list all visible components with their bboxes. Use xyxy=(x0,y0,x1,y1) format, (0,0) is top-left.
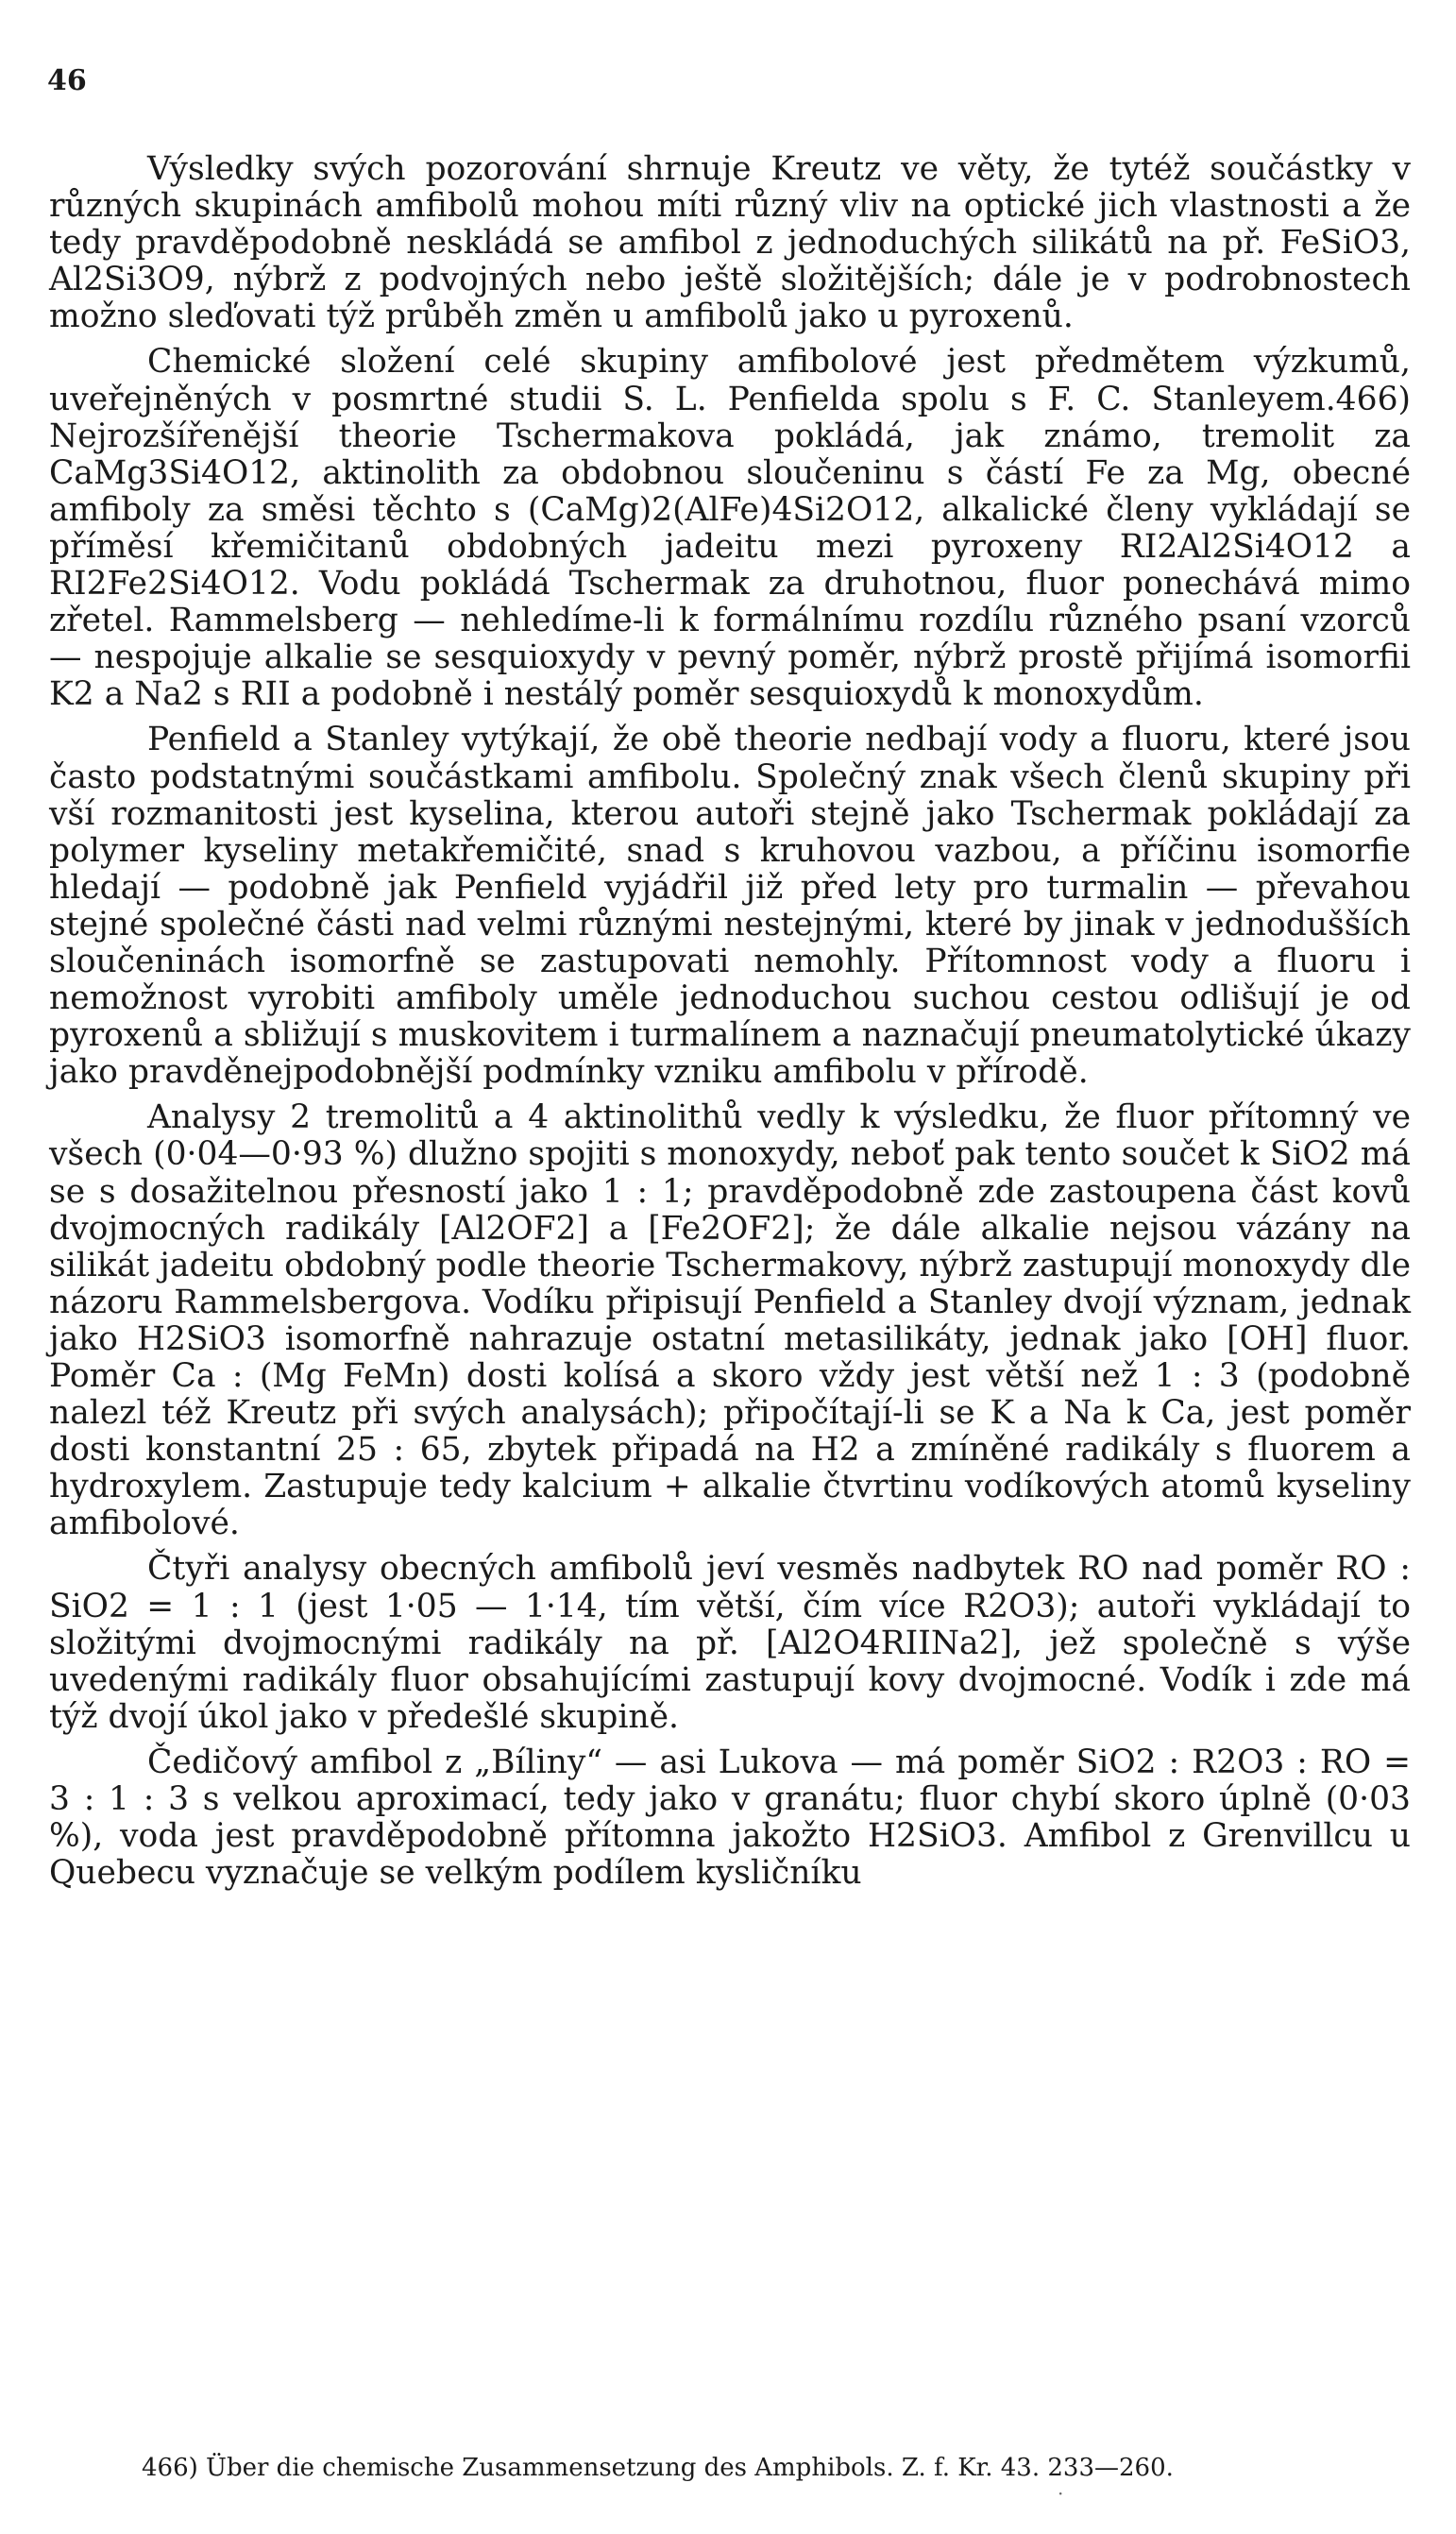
paragraph-3: Penfield a Stanley vytýkají, že obě theorie nedbají vody a fluoru, které jsou často podstatnými součástkami amfibolu. Společný znak všech členů skupiny při vší rozmanitosti jest kyselina, kterou autoři stejně jako Tschermak pokládají za polymer kyseliny metakřemičité, snad s kruhovou vazbou, a příčinu isomorfie hledají — podobně jak Penfield vyjádřil již před lety pro turmalin — převahou stejné společné části nad velmi různými nestejnými, které by jinak v jednodušších sloučeninách isomorfně se zastupovati nemohly. Přítomnost vody a fluoru i nemožnost vyrobiti amfiboly uměle jednoduchou suchou cestou odlišují je od pyroxenů a sbližují s muskovitem i turmalínem a naznačují pneumatolytické úkazy jako pravděnejpodobnější podmínky vzniku amfibolu v přírodě. xyxy=(49,721,1411,1092)
footnote-466: 466) Über die chemische Zusammensetzung des Amphibols. Z. f. Kr. 43. 233—260. xyxy=(142,2454,1174,2482)
scan-speck: · xyxy=(1058,2482,1064,2505)
paragraph-6: Čedičový amfibol z „Bíliny“ — asi Lukova — má poměr SiO2 : R2O3 : RO = 3 : 1 : 3 s velkou aproximací, tedy jako v granátu; fluor chybí skoro úplně (0·03 %), voda jest pravděpodobně přítomna jakožto H2SiO3. Amfibol z Grenvillcu u Quebecu vyznačuje se velkým podílem kysličníku xyxy=(49,1743,1411,1893)
page-number: 46 xyxy=(47,64,87,97)
paragraph-5: Čtyři analysy obecných amfibolů jeví vesměs nadbytek RO nad poměr RO : SiO2 = 1 : 1 (jest 1·05 — 1·14, tím větší, čím více R2O3); autoři vykládají to složitými dvojmocnými radikály na př. [Al2O4RIINa2], jež společně s výše uvedenými radikály fluor obsahujícími zastupují kovy dvojmocné. Vodík i zde má týž dvojí úkol jako v předešlé skupině. xyxy=(49,1550,1411,1736)
paragraph-1: Výsledky svých pozorování shrnuje Kreutz ve věty, že tytéž součástky v různých skupinách amfibolů mohou míti různý vliv na optické jich vlastnosti a že tedy pravděpodobně neskládá se amfibol z jednoduchých silikátů na př. FeSiO3, Al2Si3O9, nýbrž z podvojných nebo ještě složitějších; dále je v podrobnostech možno sleďovati týž průběh změn u amfibolů jako u pyroxenů. xyxy=(49,150,1411,336)
body-text xyxy=(49,151,1411,1900)
paragraph-2: Chemické složení celé skupiny amfibolové jest předmětem výzkumů, uveřejněných v posmrtné studii S. L. Penfielda spolu s F. C. Stanleyem.466) Nejrozšířenější theorie Tschermakova pokládá, jak známo, tremolit za CaMg3Si4O12, aktinolith za obdobnou sloučeninu s částí Fe za Mg, obecné amfiboly za směsi těchto s (CaMg)2(AlFe)4Si2O12, alkalické členy vykládají se příměsí křemičitanů obdobných jadeitu mezi pyroxeny RI2Al2Si4O12 a RI2Fe2Si4O12. Vodu pokládá Tschermak za druhotnou, fluor ponechává mimo zřetel. Rammelsberg — nehledíme-li k formálnímu rozdílu různého psaní vzorců — nespojuje alkalie se sesquioxydy v pevný poměr, nýbrž prostě přijímá isomorfii K2 a Na2 s RII a podobně i nestálý poměr sesquioxydů k monoxydům. xyxy=(49,343,1411,714)
paragraph-4: Analysy 2 tremolitů a 4 aktinolithů vedly k výsledku, že fluor přítomný ve všech (0·04—0·93 %) dlužno spojiti s monoxydy, neboť pak tento součet k SiO2 má se s dosažitelnou přesností jako 1 : 1; pravděpodobně zde zastoupena část kovů dvojmocných radikály [Al2OF2] a [Fe2OF2]; že dále alkalie nejsou vázány na silikát jadeitu obdobný podle theorie Tschermakovy, nýbrž zastupují monoxydy dle názoru Rammelsbergova. Vodíku připisují Penfield a Stanley dvojí význam, jednak jako H2SiO3 isomorfně nahrazuje ostatní metasilikáty, jednak jako [OH] fluor. Poměr Ca : (Mg FeMn) dosti kolísá a skoro vždy jest větší než 1 : 3 (podobně nalezl též Kreutz při svých analysách); připočítají-li se K a Na k Ca, jest poměr dosti konstantní 25 : 65, zbytek připadá na H2 a zmíněné radikály s fluorem a hydroxylem. Zastupuje tedy kalcium + alkalie čtvrtinu vodíkových atomů kyseliny amfibolové. xyxy=(49,1098,1411,1543)
